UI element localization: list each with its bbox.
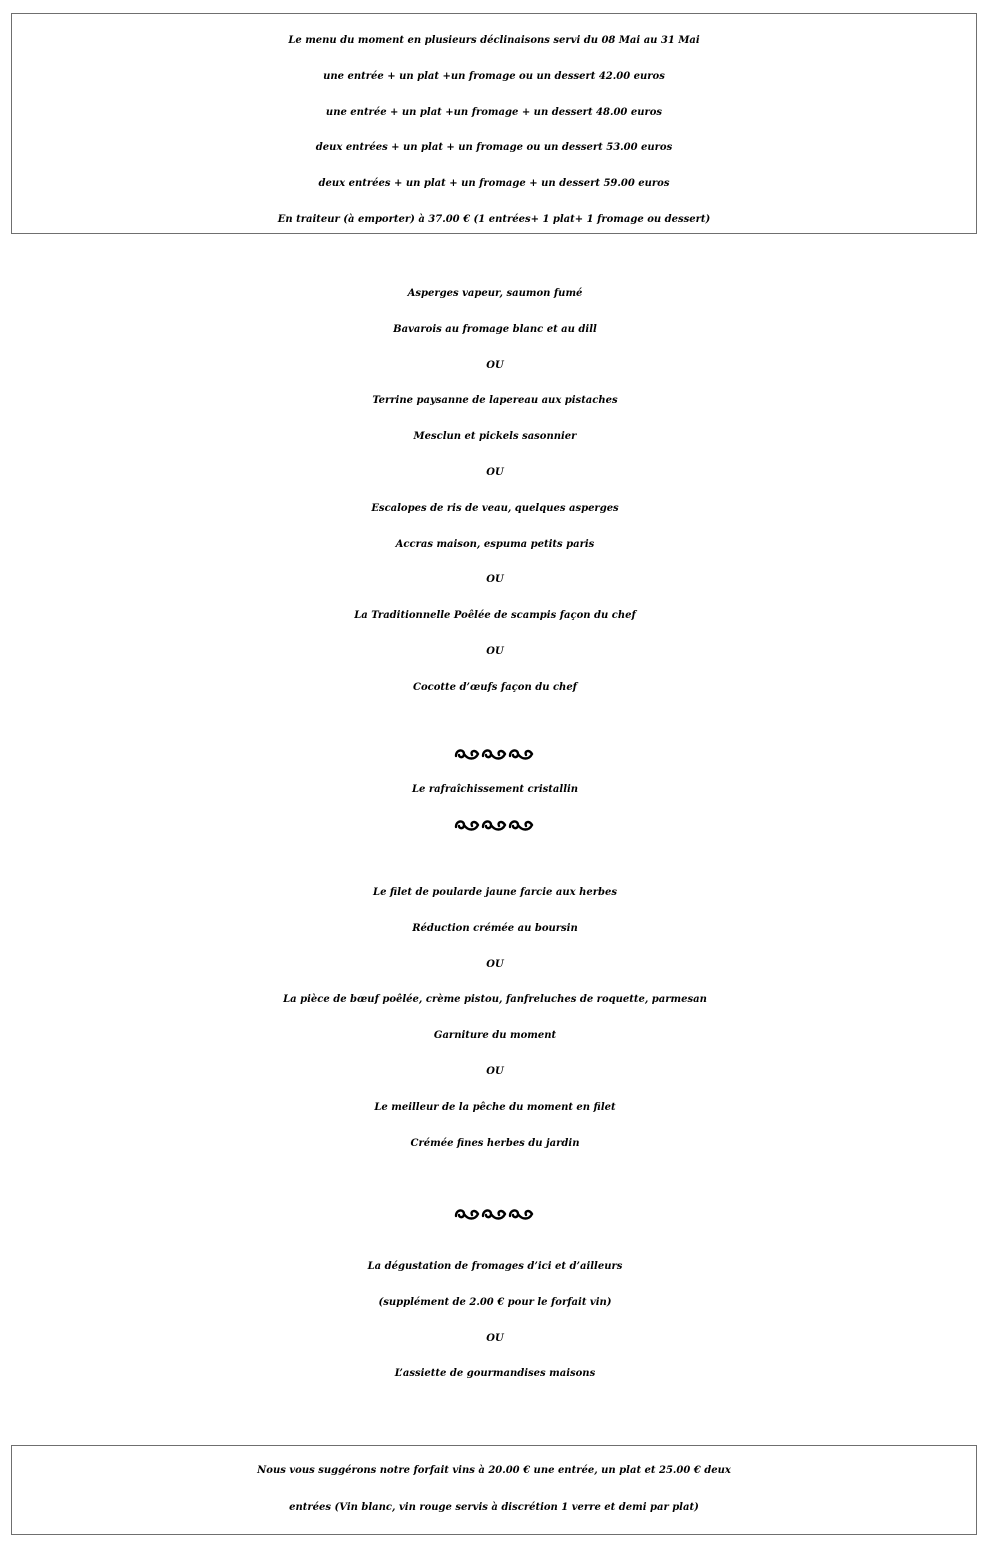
wine-pairing-box: [11, 1445, 977, 1535]
ornament-divider: [0, 1196, 990, 1232]
main-2-garnish: Garniture du moment: [433, 1030, 557, 1042]
or-separator: OU: [486, 574, 504, 586]
or-separator: OU: [486, 1332, 504, 1344]
mains-section: [0, 875, 990, 1161]
menu-pricing-box: [11, 13, 977, 234]
pricing-line: deux entrées + un plat + un fromage ou un dessert 53.00 euros: [315, 142, 673, 154]
wine-offer-line: Nous vous suggérons notre forfait vins à 20.00 € une entrée, un plat et 25.00 € deux: [257, 1465, 731, 1476]
starter-5-dish: Cocotte d’œufs façon du chef: [413, 681, 577, 693]
or-separator: OU: [486, 466, 504, 478]
pricing-title: Le menu du moment en plusieurs déclinaisons servi du 08 Mai au 31 Mai: [288, 35, 700, 46]
pricing-takeaway-line: En traiteur (à emporter) à 37.00 € (1 entrées+ 1 plat+ 1 fromage ou dessert): [277, 213, 711, 225]
starter-3-dish: Escalopes de ris de veau, quelques asperges: [371, 502, 619, 514]
scroll-ornament-icon: [453, 815, 537, 835]
dessert-1-note: (supplément de 2.00 € pour le forfait vin): [378, 1296, 612, 1308]
pricing-line: une entrée + un plat +un fromage ou un dessert 42.00 euros: [323, 70, 665, 82]
main-1-sauce: Réduction crémée au boursin: [412, 922, 578, 934]
starter-2-dish: Terrine paysanne de lapereau aux pistaches: [372, 395, 618, 407]
dessert-1-dish: La dégustation de fromages d’ici et d’ailleurs: [367, 1261, 623, 1272]
intermezzo-title: Le rafraîchissement cristallin: [411, 783, 579, 795]
main-3-sauce: Crémée fines herbes du jardin: [410, 1137, 580, 1149]
intermezzo-section: [0, 736, 990, 843]
main-2-dish: La pièce de bœuf poêlée, crème pistou, fanfreluches de roquette, parmesan: [283, 994, 707, 1006]
starters-section: [0, 276, 990, 706]
starter-2-garnish: Mesclun et pickels sasonnier: [413, 431, 577, 443]
or-separator: OU: [486, 958, 504, 970]
scroll-ornament-icon: [453, 744, 537, 764]
dessert-2-dish: L’assiette de gourmandises maisons: [394, 1368, 596, 1380]
or-separator: OU: [486, 645, 504, 657]
or-separator: OU: [486, 359, 504, 371]
main-3-dish: Le meilleur de la pêche du moment en filet: [374, 1101, 616, 1113]
starter-1-garnish: Bavarois au fromage blanc et au dill: [393, 323, 597, 335]
pricing-line: deux entrées + un plat + un fromage + un dessert 59.00 euros: [318, 178, 670, 190]
starter-3-garnish: Accras maison, espuma petits paris: [395, 538, 595, 550]
main-1-dish: Le filet de poularde jaune farcie aux herbes: [373, 887, 617, 898]
scroll-ornament-icon: [453, 1204, 537, 1224]
starter-1-dish: Asperges vapeur, saumon fumé: [407, 288, 583, 299]
or-separator: OU: [486, 1065, 504, 1077]
starter-4-dish: La Traditionnelle Poêlée de scampis façon du chef: [354, 610, 636, 622]
desserts-section: [0, 1249, 990, 1392]
wine-offer-line: entrées (Vin blanc, vin rouge servis à discrétion 1 verre et demi par plat): [289, 1502, 699, 1513]
pricing-line: une entrée + un plat +un fromage + un dessert 48.00 euros: [325, 106, 663, 118]
